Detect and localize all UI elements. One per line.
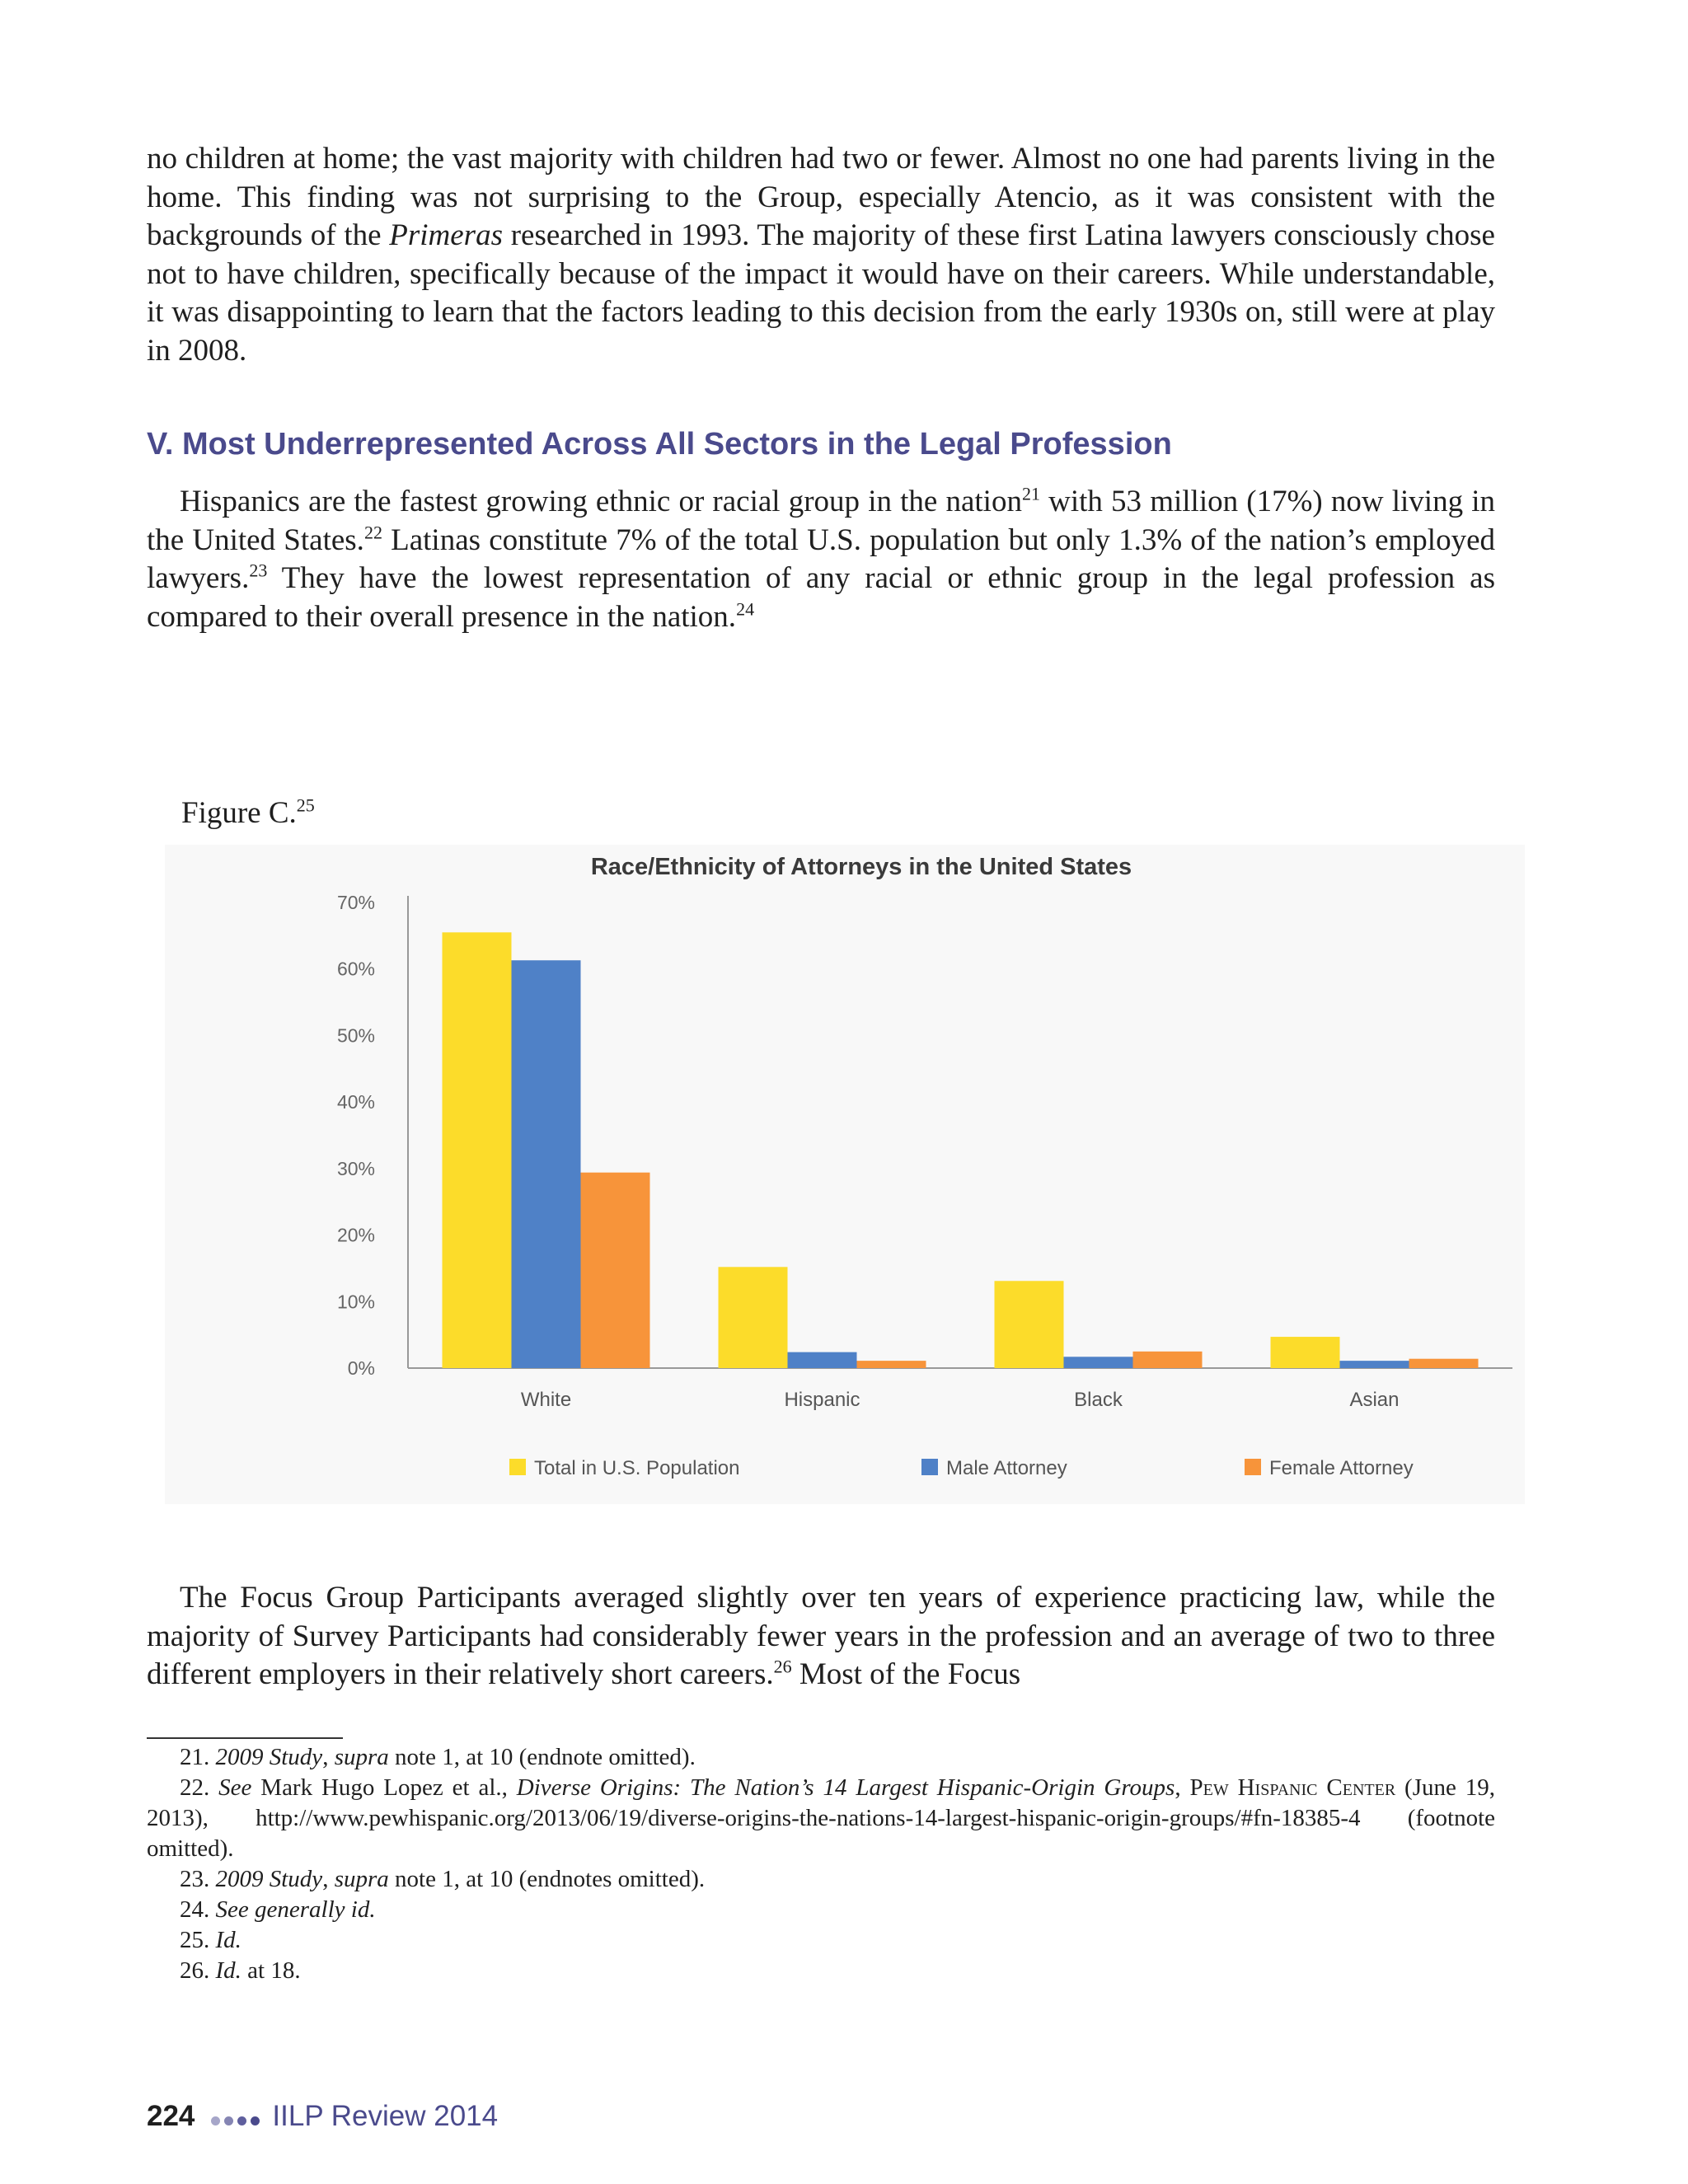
- bar-white-1: [512, 960, 581, 1368]
- bar-asian-1: [1340, 1361, 1409, 1368]
- footnote-25: 25. Id.: [180, 1927, 241, 1953]
- bar-asian-2: [1409, 1359, 1479, 1368]
- footnote-22: 22. See Mark Hugo Lopez et al., Diverse Origins: The Nation’s 14 Largest Hispanic-Origin Groups, Pew Hispanic Center (June 19, 2013), http://www.pewhispanic.org/2013/06/19/diverse-origins-the-nations-14-largest-hispanic-origin-groups/#fn-18385-4 (footnote omitted).: [147, 1774, 1495, 1862]
- paragraph-text: researched in 1993. The majority of these first Latina lawyers consciously chose not to have children, specifically because of the impact it would have on their careers. While understandable, it was disappointing to learn that the factors leading to this decision from the early 1930s on, still were at play in 2008.: [147, 218, 1495, 368]
- footnote-ref[interactable]: 23: [249, 560, 268, 581]
- paragraph-text: no children at home; the vast majority with children had two or fewer. Almost no one had parents living in the home. This finding was not surprising to the Group, especially Atencio, as it was consistent with the backgrounds of the: [147, 142, 1495, 252]
- x-tick-label: Asian: [1349, 1389, 1400, 1411]
- footnote-23: 23. 2009 Study, supra note 1, at 10 (endnotes omitted).: [180, 1866, 706, 1892]
- paragraph-text: Latinas constitute 7% of the total U.S. population but only 1.3% of the nation’s employed lawyers.: [147, 523, 1495, 595]
- bar-black-2: [1133, 1352, 1203, 1368]
- footnote-divider: [147, 1737, 343, 1739]
- y-tick-label: 30%: [336, 1157, 375, 1179]
- chart-title: Race/Ethnicity of Attorneys in the United States: [590, 854, 1132, 880]
- bar-hispanic-1: [788, 1352, 857, 1368]
- figure-label-text: Figure C.: [181, 796, 297, 830]
- legend-swatch: [921, 1459, 938, 1475]
- italic-term: Primeras: [389, 218, 503, 252]
- legend-label: Male Attorney: [946, 1457, 1067, 1479]
- x-tick-label: Black: [1074, 1389, 1123, 1411]
- legend-swatch: [1245, 1459, 1261, 1475]
- y-tick-label: 40%: [336, 1091, 375, 1113]
- y-tick-label: 10%: [336, 1291, 375, 1313]
- bar-white-2: [581, 1173, 650, 1368]
- legend-label: Female Attorney: [1269, 1457, 1414, 1479]
- figure-chart: [165, 845, 1525, 1504]
- footer-dots: [211, 2100, 264, 2133]
- publication-title: IILP Review 2014: [272, 2100, 499, 2132]
- footnote-ref[interactable]: 22: [363, 522, 382, 543]
- y-tick-label: 0%: [347, 1357, 375, 1379]
- y-tick-label: 50%: [336, 1024, 375, 1047]
- footer-dot: [237, 2116, 246, 2125]
- paragraph-text: Hispanics are the fastest growing ethnic or racial group in the nation: [180, 485, 1022, 518]
- x-tick-label: White: [520, 1389, 572, 1411]
- bar-black-0: [995, 1281, 1064, 1368]
- page-number: 224: [147, 2100, 195, 2132]
- paragraph-focus-group: [147, 1579, 1495, 1694]
- bar-hispanic-0: [719, 1267, 788, 1368]
- legend-label: Total in U.S. Population: [534, 1457, 740, 1479]
- footnote-ref[interactable]: 21: [1021, 483, 1040, 504]
- paragraph-hispanics: [147, 483, 1495, 636]
- footnote-24: 24. See generally id.: [180, 1896, 376, 1923]
- paragraph-text: They have the lowest representation of any racial or ethnic group in the legal profession as compared to their overall presence in the nation.: [147, 561, 1495, 634]
- page-footer: [147, 2100, 498, 2133]
- figure-label: [181, 795, 315, 831]
- paragraph-children: [147, 140, 1495, 370]
- footer-dot: [251, 2116, 260, 2125]
- bar-white-0: [443, 932, 512, 1368]
- y-tick-label: 70%: [336, 892, 375, 913]
- bar-asian-0: [1271, 1337, 1340, 1368]
- paragraph-text: Most of the Focus: [791, 1657, 1021, 1691]
- y-tick-label: 60%: [336, 958, 375, 980]
- y-tick-label: 20%: [336, 1224, 375, 1246]
- paragraph-text: The Focus Group Participants averaged slightly over ten years of experience practicing law, while the majority of Survey Participants had considerably fewer years in the profession and an average of two to three different employers in their relatively short careers.: [147, 1581, 1495, 1691]
- section-heading: V. Most Underrepresented Across All Sectors in the Legal Profession: [147, 427, 1172, 462]
- footer-dot: [211, 2116, 220, 2125]
- footnote-26: 26. Id. at 18.: [180, 1957, 301, 1984]
- paragraph-text: with 53 million (17%) now living in the United States.: [147, 485, 1496, 557]
- footnotes: [147, 1742, 1495, 1986]
- x-tick-label: Hispanic: [784, 1389, 860, 1411]
- footnote-ref[interactable]: 25: [296, 794, 315, 816]
- legend-swatch: [509, 1459, 526, 1475]
- footer-dot: [224, 2116, 233, 2125]
- bar-hispanic-2: [857, 1361, 926, 1368]
- footnote-ref[interactable]: 24: [736, 598, 755, 620]
- bar-black-1: [1064, 1357, 1133, 1368]
- footnote-ref[interactable]: 26: [773, 1656, 792, 1677]
- footnote-21: 21. 2009 Study, supra note 1, at 10 (endnote omitted).: [180, 1744, 696, 1770]
- bar-chart: [165, 845, 1525, 1504]
